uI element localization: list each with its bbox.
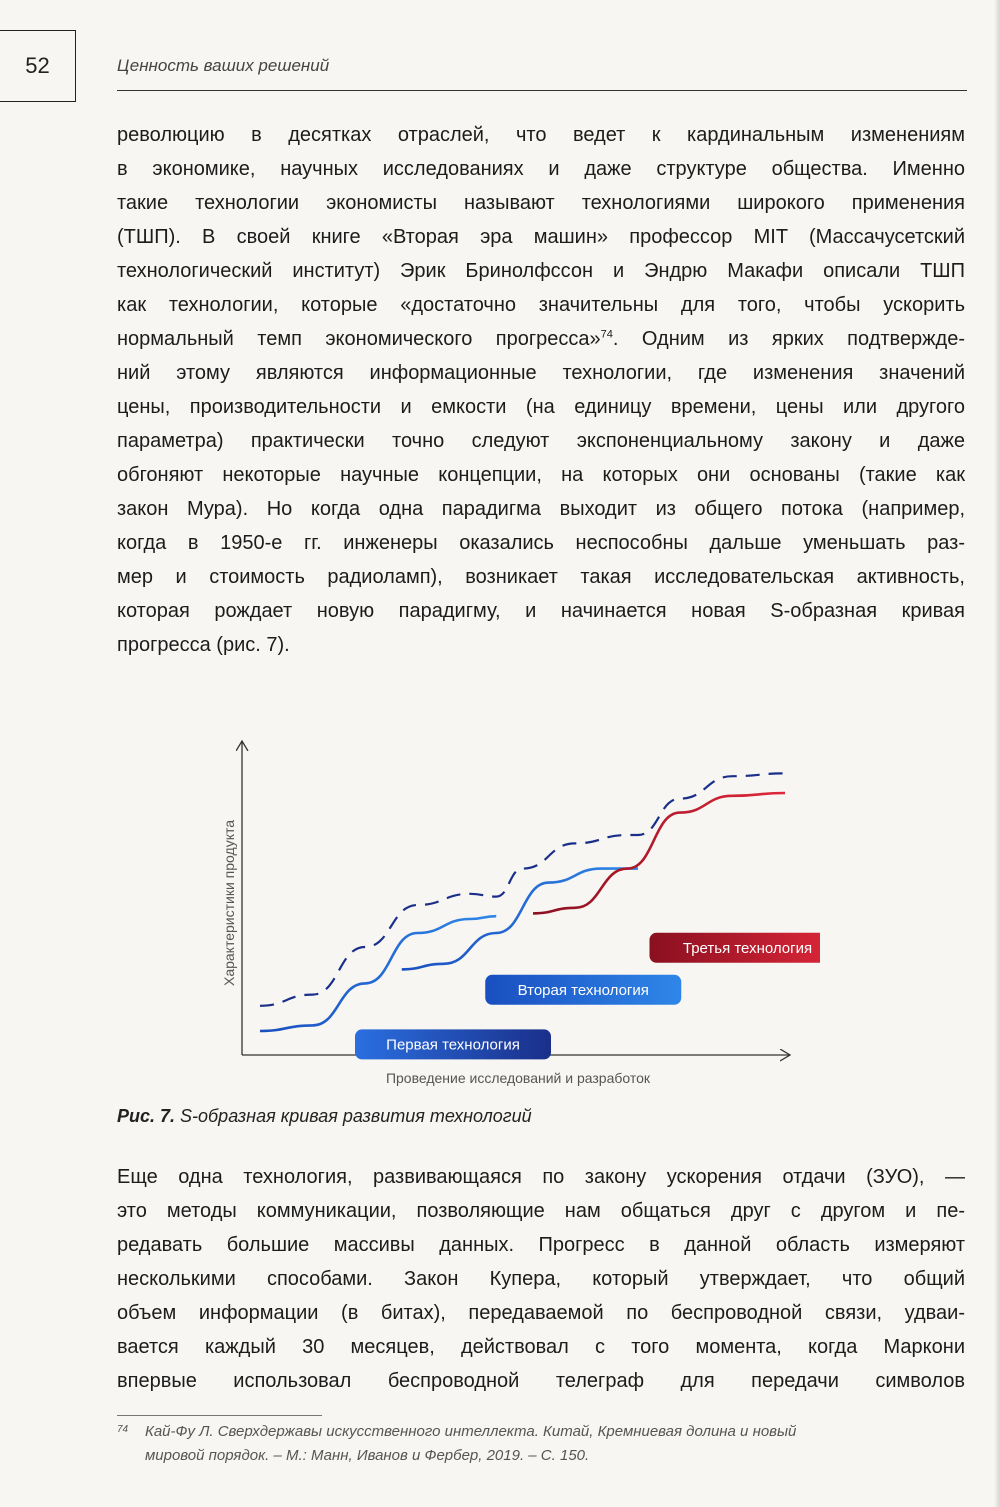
page-edge	[994, 0, 1000, 1507]
text-line: которая рождает новую парадигму, и начинается новая S-образная кривая	[117, 600, 965, 622]
text-line: прогресса (рис. 7).	[117, 634, 290, 656]
figure-caption-label: Рис. 7.	[117, 1106, 176, 1126]
text-line: параметра) практически точно следуют экспоненциальному закону и даже	[117, 430, 965, 452]
y-axis-label: Характеристики продукта	[221, 819, 237, 987]
label-pill-2	[485, 975, 681, 1005]
text-line: мер и стоимость радиоламп), возникает такая исследовательская активность,	[117, 566, 965, 588]
footnote-line: мировой порядок. – М.: Манн, Иванов и Фербер, 2019. – С. 150.	[145, 1447, 590, 1464]
text-line: такие технологии экономисты называют технологиями широкого применения	[117, 192, 965, 214]
paragraph-1	[117, 118, 965, 662]
page-number: 52	[0, 30, 76, 102]
text-line: обгоняют некоторые научные концепции, на которых они основаны (такие как	[117, 464, 965, 486]
text-line: цены, производительности и емкости (на единицу времени, цены или другого	[117, 396, 965, 418]
series-second-technology	[402, 869, 638, 970]
x-axis-label: Проведение исследований и разработок	[385, 1070, 651, 1086]
header-divider	[117, 90, 967, 91]
label-pill-text: Третья технология	[682, 939, 813, 957]
text-line: технологический институт) Эрик Бринолфссон и Эндрю Макафи описали ТШП	[117, 260, 965, 282]
text-line: вается каждый 30 месяцев, действовал с того момента, когда Маркони	[117, 1336, 965, 1358]
series-first-technology	[260, 916, 496, 1031]
series-third-technology	[533, 793, 785, 913]
s-curve-figure	[200, 735, 820, 1095]
running-title: Ценность ваших решений	[117, 56, 330, 75]
text-line: как технологии, которые «достаточно значительны для того, чтобы ускорить	[117, 294, 965, 316]
text-fragment: нормальный темп экономического прогресса»	[117, 328, 601, 350]
text-line: (ТШП). В своей книге «Вторая эра машин» профессор MIT (Массачусетский	[117, 226, 965, 248]
text-line: в экономике, научных исследованиях и даже структуре общества. Именно	[117, 158, 965, 180]
s-curve-chart	[200, 735, 820, 1095]
footnote-mark: 74	[117, 1424, 129, 1435]
text-fragment: . Одним из ярких подтвержде-	[612, 328, 966, 350]
text-line: впервые использовал беспроводной телеграф для передачи символов	[117, 1370, 965, 1392]
label-pill-text: Вторая технология	[517, 981, 649, 999]
series-envelope-dashed	[260, 773, 785, 1005]
text-line: редавать большие массивы данных. Прогресс в данной область измеряют	[117, 1234, 965, 1256]
text-line: это методы коммуникации, позволяющие нам общаться друг с другом и пе-	[117, 1200, 965, 1222]
text-line	[117, 322, 965, 356]
label-pill-1	[355, 1029, 551, 1059]
text-line: ний этому являются информационные технологии, где изменения значений	[117, 362, 965, 384]
text-line: несколькими способами. Закон Купера, который утверждает, что общий	[117, 1268, 965, 1290]
figure-caption-text: S-образная кривая развития технологий	[180, 1106, 532, 1126]
text-line: закон Мура). Но когда одна парадигма выходит из общего потока (например,	[117, 498, 965, 520]
label-pill-3	[650, 933, 821, 963]
footnote-divider	[117, 1415, 322, 1416]
text-line: Еще одна технология, развивающаяся по закону ускорения отдачи (ЗУО), —	[117, 1166, 965, 1188]
text-line: объем информации (в битах), передаваемой по беспроводной связи, удваи-	[117, 1302, 965, 1324]
footnote-line: Кай-Фу Л. Сверхдержавы искусственного интеллекта. Китай, Кремниевая долина и новый	[145, 1423, 797, 1440]
figure-caption	[117, 1106, 532, 1127]
text-line: когда в 1950-е гг. инженеры оказались неспособны дальше уменьшать раз-	[117, 532, 965, 554]
text-line: революцию в десятках отраслей, что ведет к кардинальным изменениям	[117, 124, 965, 146]
footnote-reference[interactable]: 74	[600, 328, 613, 341]
paragraph-2	[117, 1160, 965, 1398]
label-pill-text: Первая технология	[386, 1036, 520, 1054]
